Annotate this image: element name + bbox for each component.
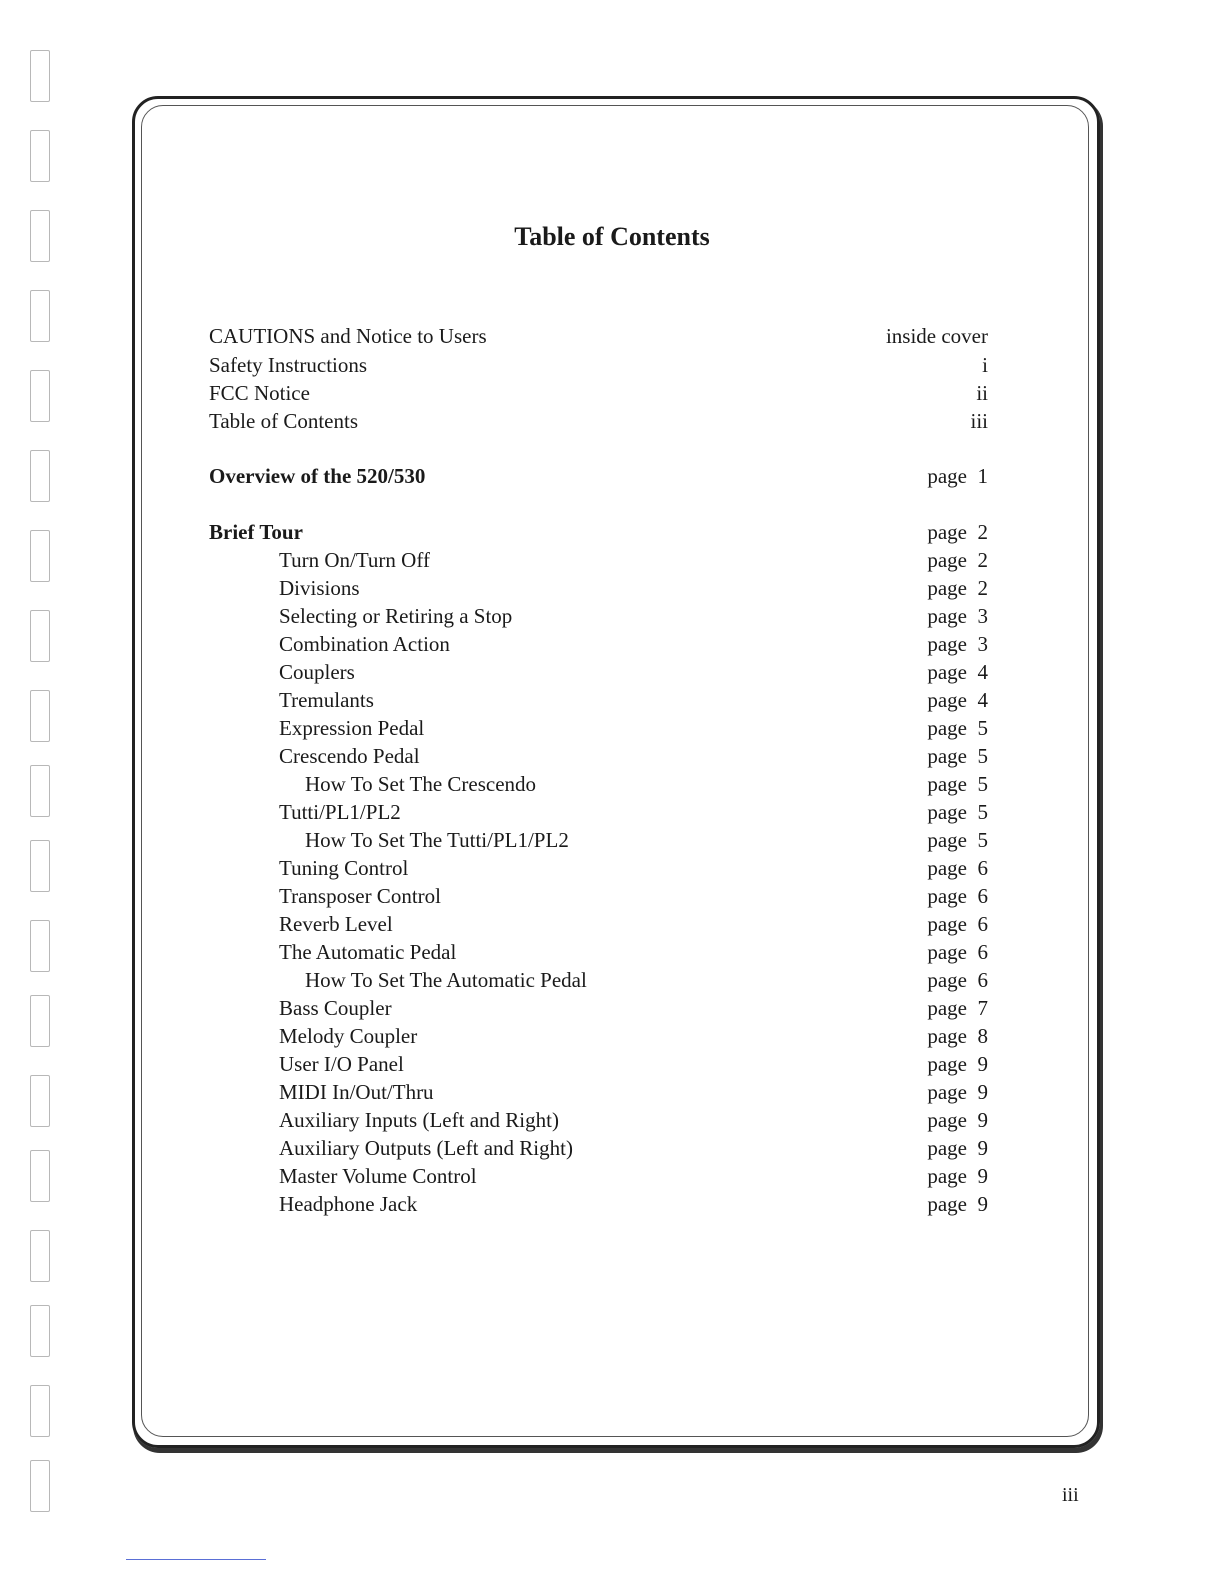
binding-holes <box>20 50 80 1530</box>
binding-hole <box>30 1230 50 1282</box>
binding-hole <box>30 920 50 972</box>
binding-hole <box>30 530 50 582</box>
toc-entry <box>209 546 988 574</box>
toc-entry <box>209 686 988 714</box>
toc-entry-page: page 6 <box>927 940 988 964</box>
toc-entry-page: page 2 <box>927 576 988 600</box>
binding-hole <box>30 690 50 742</box>
toc-entry-page: page 5 <box>927 828 988 852</box>
toc-entry-page: page 5 <box>927 772 988 796</box>
binding-hole <box>30 50 50 102</box>
toc-entry-label: Expression Pedal <box>279 716 425 740</box>
binding-hole <box>30 1385 50 1437</box>
binding-hole <box>30 1460 50 1512</box>
toc-entry-label: How To Set The Automatic Pedal <box>305 968 587 992</box>
toc-entry <box>209 714 988 742</box>
toc-entry-safety <box>209 351 988 379</box>
toc-entry-label: Tuning Control <box>279 856 409 880</box>
toc-entry <box>209 1190 988 1218</box>
toc-section-overview <box>209 462 988 490</box>
binding-hole <box>30 130 50 182</box>
toc-entry-page: page 9 <box>927 1080 988 1104</box>
binding-hole <box>30 370 50 422</box>
toc-entry-page: page 3 <box>927 604 988 628</box>
toc-entry-page: page 2 <box>927 520 988 544</box>
toc-entry <box>209 882 988 910</box>
toc-entry-page: iii <box>970 409 988 433</box>
toc-entry <box>209 770 988 798</box>
toc-entry-page: page 5 <box>927 744 988 768</box>
toc-entry <box>209 966 988 994</box>
toc-section-brief-tour <box>209 518 988 546</box>
toc-entry <box>209 658 988 686</box>
toc-entry-label: MIDI In/Out/Thru <box>279 1080 434 1104</box>
toc-entry <box>209 1134 988 1162</box>
toc-entry <box>209 742 988 770</box>
toc-entry-page: inside cover <box>885 324 988 348</box>
scan-artifact-line <box>126 1559 266 1560</box>
toc-entry <box>209 798 988 826</box>
toc-entry-page: page 6 <box>927 884 988 908</box>
toc-entry-page: i <box>982 353 988 377</box>
toc-entry-page: page 7 <box>927 996 988 1020</box>
toc-entry-page: ii <box>976 381 988 405</box>
toc-entry-label: CAUTIONS and Notice to Users <box>209 324 487 348</box>
toc-entry-label: Table of Contents <box>209 409 358 433</box>
toc-entry <box>209 602 988 630</box>
toc-entry <box>209 574 988 602</box>
toc-section-label: Brief Tour <box>209 520 303 544</box>
toc-entry-cautions <box>209 322 988 350</box>
binding-hole <box>30 765 50 817</box>
toc-entry <box>209 826 988 854</box>
toc-entry-label: Bass Coupler <box>279 996 392 1020</box>
toc-section-label: Overview of the 520/530 <box>209 464 426 488</box>
toc-entry <box>209 854 988 882</box>
toc-entry-page: page 9 <box>927 1136 988 1160</box>
toc-entry <box>209 910 988 938</box>
toc-entry-label: Selecting or Retiring a Stop <box>279 604 513 628</box>
toc-entry-page: page 3 <box>927 632 988 656</box>
binding-hole <box>30 1305 50 1357</box>
toc-entry-label: The Automatic Pedal <box>279 940 457 964</box>
toc-entry-label: Safety Instructions <box>209 353 368 377</box>
toc-entry-label: Auxiliary Inputs (Left and Right) <box>279 1108 559 1132</box>
toc-entry-page: page 8 <box>927 1024 988 1048</box>
toc-entry-label: Auxiliary Outputs (Left and Right) <box>279 1136 573 1160</box>
toc-entry-label: Divisions <box>279 576 360 600</box>
toc-entry-page: page 6 <box>927 968 988 992</box>
toc-entry-label: Tremulants <box>279 688 374 712</box>
toc-entry <box>209 1050 988 1078</box>
toc-entry <box>209 1162 988 1190</box>
binding-hole <box>30 995 50 1047</box>
binding-hole <box>30 1150 50 1202</box>
toc-entry-label: User I/O Panel <box>279 1052 404 1076</box>
page-number: iii <box>1062 1484 1079 1506</box>
toc-entry <box>209 630 988 658</box>
toc-entry <box>209 1022 988 1050</box>
toc-entry-label: Couplers <box>279 660 355 684</box>
toc-entry-page: page 6 <box>927 856 988 880</box>
toc-entry-label: Tutti/PL1/PL2 <box>279 800 401 824</box>
toc-entry-label: FCC Notice <box>209 381 310 405</box>
toc-entry-page: page 9 <box>927 1052 988 1076</box>
toc-entry <box>209 938 988 966</box>
binding-hole <box>30 290 50 342</box>
toc-entry-page: page 9 <box>927 1192 988 1216</box>
toc-entry-label: Reverb Level <box>279 912 393 936</box>
toc-entry-page: page 4 <box>927 688 988 712</box>
toc-entry-page: page 2 <box>927 548 988 572</box>
toc-entry-label: How To Set The Crescendo <box>305 772 537 796</box>
toc-entry-label: Transposer Control <box>279 884 441 908</box>
toc-entry-label: Crescendo Pedal <box>279 744 420 768</box>
toc-entry-label: Turn On/Turn Off <box>279 548 430 572</box>
toc-entry-label: Melody Coupler <box>279 1024 418 1048</box>
toc-entry-page: page 5 <box>927 800 988 824</box>
toc-entry-page: page 9 <box>927 1108 988 1132</box>
toc-entry-page: page 5 <box>927 716 988 740</box>
toc-entry-page: page 4 <box>927 660 988 684</box>
toc-entry <box>209 1078 988 1106</box>
toc-entry-toc <box>209 407 988 435</box>
binding-hole <box>30 840 50 892</box>
binding-hole <box>30 610 50 662</box>
toc-entry-label: How To Set The Tutti/PL1/PL2 <box>305 828 569 852</box>
binding-hole <box>30 1075 50 1127</box>
page-title: Table of Contents <box>514 222 710 251</box>
toc-entry-label: Headphone Jack <box>279 1192 418 1216</box>
toc-entry <box>209 1106 988 1134</box>
toc-entry-fcc <box>209 379 988 407</box>
toc-entry-label: Master Volume Control <box>279 1164 477 1188</box>
toc-entry-label: Combination Action <box>279 632 450 656</box>
binding-hole <box>30 450 50 502</box>
toc-entry-page: page 6 <box>927 912 988 936</box>
toc-entry <box>209 994 988 1022</box>
toc-entry-page: page 9 <box>927 1164 988 1188</box>
toc-entry-page: page 1 <box>927 464 988 488</box>
